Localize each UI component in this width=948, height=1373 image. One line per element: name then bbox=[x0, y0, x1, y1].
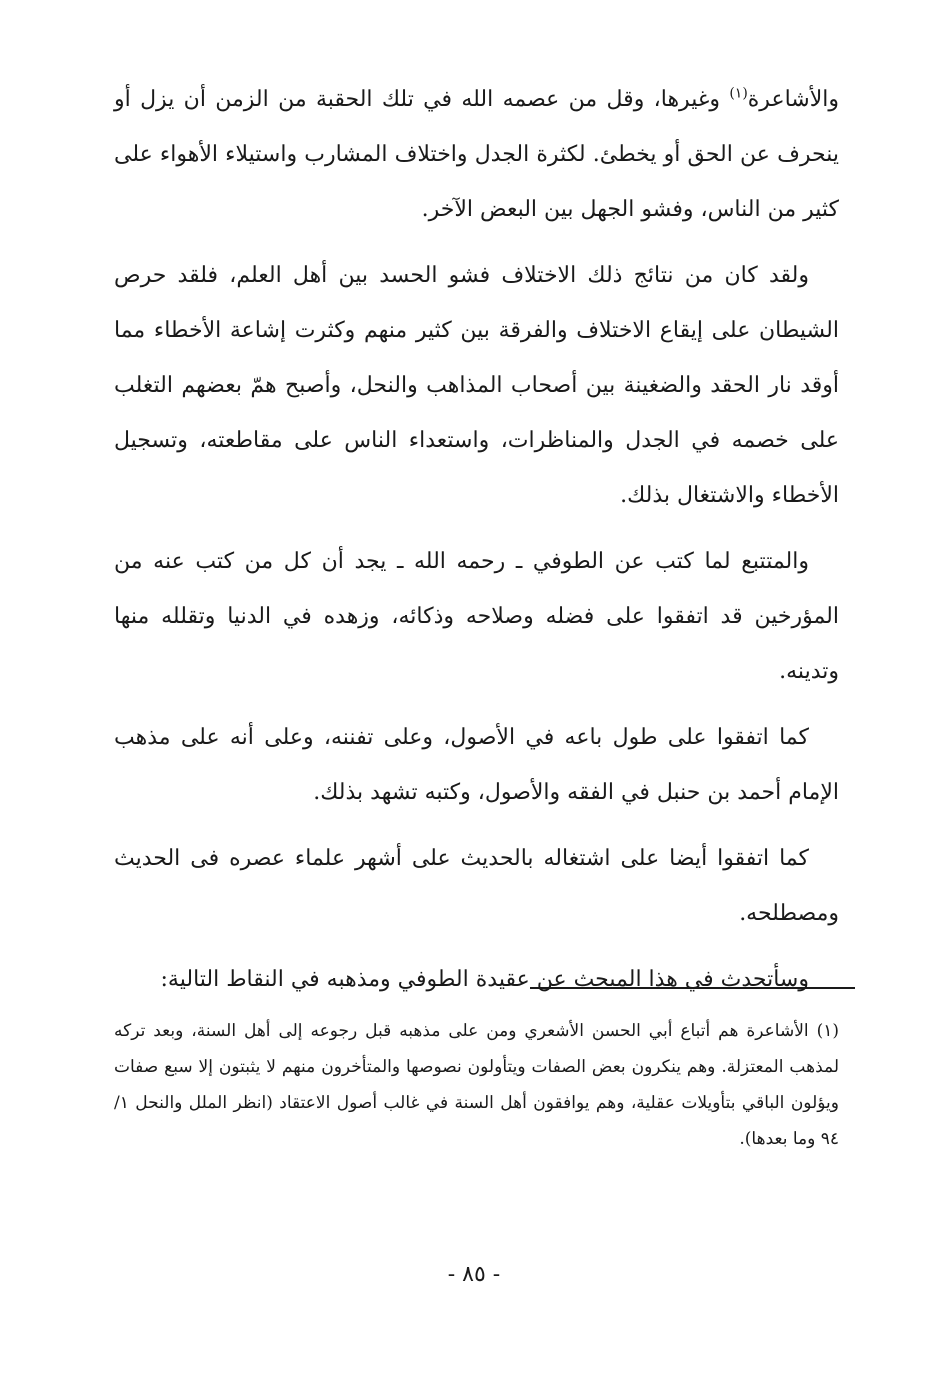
footnote-text: (١) الأشاعرة هم أتباع أبي الحسن الأشعري ومن على مذهبه قبل رجوعه إلى أهل السنة، وبعد تركه لمذهب المعتزلة. وهم ينكرون بعض الصفات ويتأولون نصوصها والمتأخرون منهم لا يثبتون إلا سبع صفات ويؤلون الباقي بتأويلات عقلية، وهم يوافقون أهل السنة في غالب أصول الاعتقاد (انظر الملل والنحل ١/ ٩٤ وما بعدها). bbox=[114, 1021, 839, 1149]
paragraph-3: والمتتبع لما كتب عن الطوفي ـ رحمه الله ـ يجد أن كل من كتب عنه من المؤرخين قد اتفقوا على فضله وصلاحه وذكائه، وزهده في الدنيا وتقلله منها وتدينه. bbox=[114, 549, 839, 684]
main-text bbox=[114, 72, 839, 1018]
paragraph-1 bbox=[114, 72, 839, 237]
footnote-separator bbox=[530, 987, 855, 989]
footnote-reference: (١) bbox=[729, 85, 748, 102]
paragraph-1-start: والأشاعرة bbox=[747, 87, 839, 112]
paragraph-2: ولقد كان من نتائج ذلك الاختلاف فشو الحسد بين أهل العلم، فلقد حرص الشيطان على إيقاع الاختلاف والفرقة بين كثير منهم وكثرت إشاعة الأخطاء مما أوقد نار الحقد والضغينة بين أصحاب المذاهب والنحل، وأصبح همّ بعضهم التغلب على خصمه في الجدل والمناظرات، واستعداء الناس على مقاطعته، وتسجيل الأخطاء والاشتغال بذلك. bbox=[114, 263, 839, 508]
paragraph-4: كما اتفقوا على طول باعه في الأصول، وعلى تفننه، وعلى أنه على مذهب الإمام أحمد بن حنبل في الفقه والأصول، وكتبه تشهد بذلك. bbox=[114, 725, 839, 805]
paragraph-1-rest: وغيرها، وقل من عصمه الله في تلك الحقبة من الزمن أن يزل أو ينحرف عن الحق أو يخطئ. لكثرة الجدل واختلاف المشارب واستيلاء الأهواء على كثير من الناس، وفشو الجهل بين البعض الآخر. bbox=[114, 87, 839, 222]
paragraph-6: وسأتحدث في هذا المبحث عن عقيدة الطوفي ومذهبه في النقاط التالية: bbox=[160, 967, 809, 992]
paragraph-5: كما اتفقوا أيضا على اشتغاله بالحديث على أشهر علماء عصره فى الحديث ومصطلحه. bbox=[114, 846, 839, 926]
page-number: - ٨٥ - bbox=[447, 1262, 501, 1287]
footnote bbox=[114, 1013, 839, 1157]
